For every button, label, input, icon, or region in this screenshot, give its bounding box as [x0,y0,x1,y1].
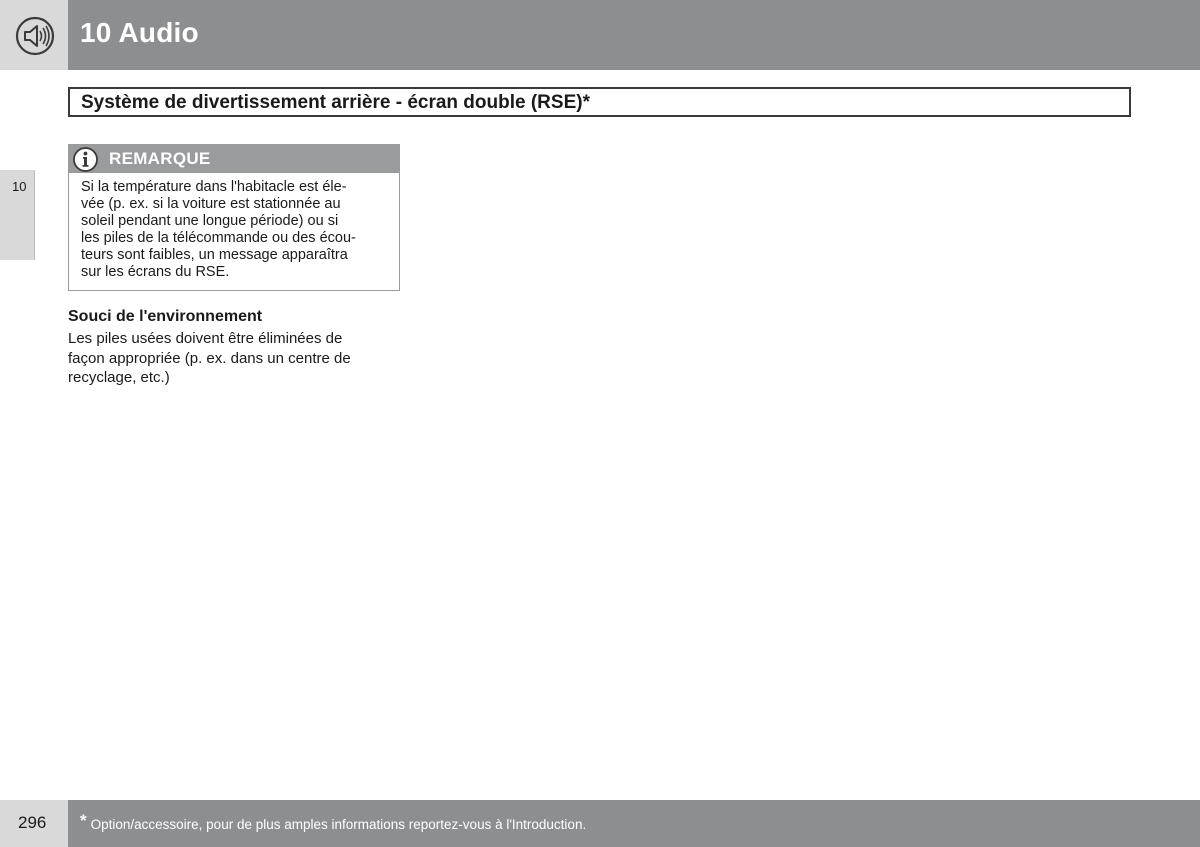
note-box [68,144,400,291]
section-title: Système de divertissement arrière - écran double (RSE)* [81,92,590,113]
note-line: soleil pendant une longue période) ou si [81,213,339,229]
note-line: teurs sont faibles, un message apparaîtra [81,247,348,263]
footnote [80,811,587,834]
note-line: sur les écrans du RSE. [81,264,230,280]
environment-heading: Souci de l'environnement [68,308,263,325]
side-tab-label: 10 [12,179,27,194]
section-title-box [68,87,1131,117]
environment-line: façon appropriée (p. ex. dans un centre de [68,349,351,367]
header-icon-cell [0,0,68,70]
note-header [69,145,399,173]
footnote-marker: * [80,811,87,830]
environment-body [68,329,398,388]
note-line: les piles de la télécommande ou des écou- [81,230,356,246]
environment-line: Les piles usées doivent être éliminées de [68,330,343,347]
note-label: REMARQUE [109,149,211,168]
chapter-side-tab [0,170,35,260]
note-text [81,179,391,281]
chapter-header [0,0,1200,70]
chapter-title: 10 Audio [80,17,199,48]
header-title-cell [68,0,1200,70]
note-line: Si la température dans l'habitacle est éle- [81,179,347,195]
speaker-icon [15,16,55,56]
note-line: vée (p. ex. si la voiture est stationnée au [81,196,341,212]
page-footer [0,800,1200,847]
info-icon [72,146,99,173]
environment-line: recyclage, etc.) [68,369,170,386]
footnote-text: Option/accessoire, pour de plus amples informations reportez-vous à l'Introduction. [90,817,587,832]
footer-note-cell [68,800,1200,847]
footer-page-cell [0,800,68,847]
page-number: 296 [18,813,47,832]
